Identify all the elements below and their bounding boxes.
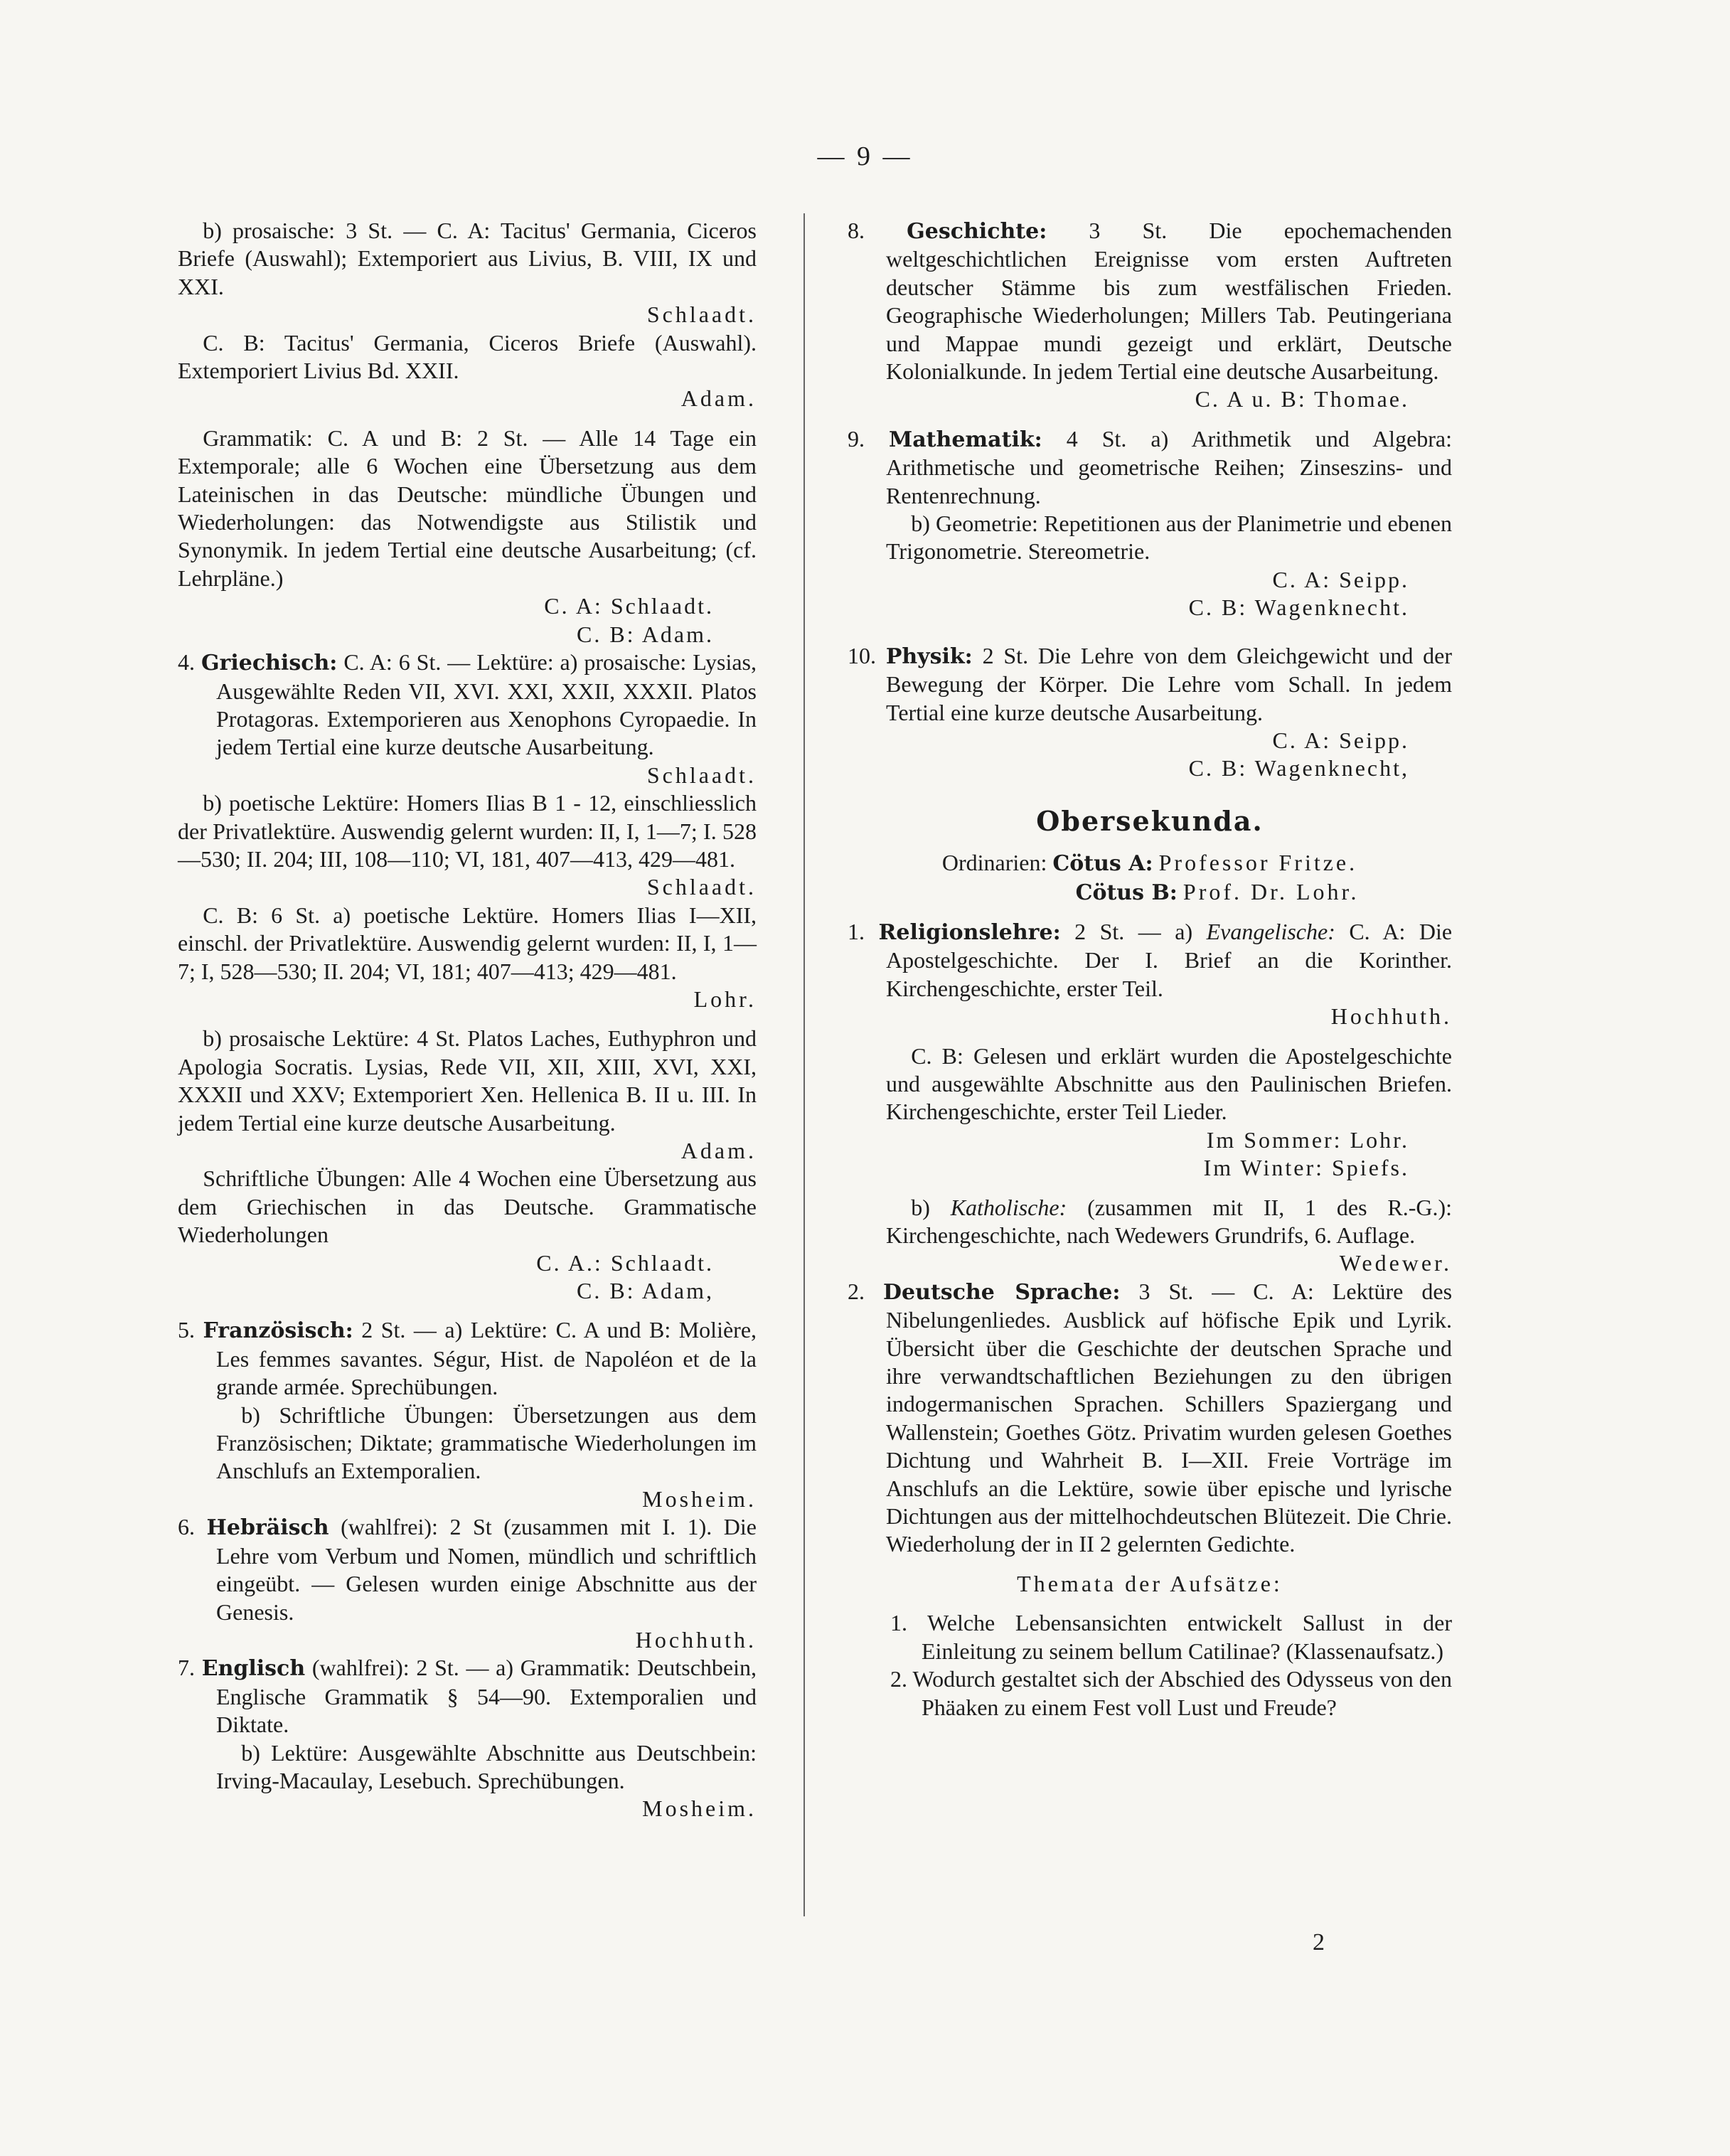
section-text: C. A: Die Apostelgeschichte. Der I. Brief an die Korinther. Kirchengeschichte, erster Teil. (886, 918, 1453, 1001)
religion-cb-paragraph: C. B: Gelesen und erklärt wurden die Apostelgeschichte und ausgewählte Abschnitte aus den Paulinischen Briefen. Kirchengeschichte, erster Teil Lieder. (886, 1042, 1452, 1125)
teacher-signature: Wedewer. (1339, 1250, 1452, 1276)
coetus-b-name: Prof. Dr. Lohr. (1182, 878, 1360, 904)
section-greek (178, 649, 757, 762)
section-text: (wahlfrei): 2 St. — a) Grammatik: Deutschbein, Englische Grammatik § 54—90. Extemporalien und Diktate. (216, 1655, 757, 1738)
spacer (848, 414, 1452, 425)
coetus-a-name: Professor Fritze. (1158, 850, 1358, 876)
essay-topics-heading: Themata der Aufsätze: (1017, 1570, 1283, 1596)
section-heading: Hebräisch (206, 1515, 329, 1541)
teacher-signature: C. A: Seipp. (1272, 727, 1409, 753)
section-heading: Mathematik: (889, 427, 1042, 452)
right-column (848, 217, 1452, 1722)
section-physics (848, 642, 1452, 727)
section-title: Obersekunda. (1036, 804, 1264, 837)
left-column (178, 217, 757, 1823)
section-number: 2. (848, 1278, 865, 1304)
column-divider (803, 213, 805, 1916)
page-number: — 9 — (817, 142, 913, 171)
coetus-a-label: Cötus A: (1052, 851, 1153, 877)
section-heading: Deutsche Sprache: (883, 1279, 1121, 1305)
spacer (178, 413, 757, 425)
section-text: 4 St. a) Arithmetik und Algebra: Arithmetische und geometrische Reihen; Zinseszins- und Rentenrechnung. (886, 425, 1453, 508)
greek-exercises-paragraph: Schriftliche Übungen: Alle 4 Wochen eine Übersetzung aus dem Griechischen in das Deutsche. Grammatische Wiederholungen (178, 1165, 757, 1248)
spacer (178, 1013, 757, 1025)
section-text: 2 St. — a) (1074, 918, 1193, 944)
teacher-signature: Im Winter: Spiefs. (1203, 1155, 1409, 1181)
teacher-signature: Hochhuth. (635, 1626, 757, 1653)
section-text: (wahlfrei): 2 St (zusammen mit I. 1). Die Lehre vom Verbum und Nomen, mündlich und schriftlich eingeübt. — Gelesen wurden einige Abschnitte aus der Genesis. (216, 1514, 757, 1625)
latin-grammar-paragraph: Grammatik: C. A und B: 2 St. — Alle 14 Tage ein Extemporale; alle 6 Wochen eine Übersetzung aus dem Lateinischen in das Deutsche: mündliche Übungen und Wiederholungen: das Notwendigste aus Stilistik und Synonymik. In jedem Tertial eine deutsche Ausarbeitung; (cf. Lehrpläne.) (178, 425, 757, 591)
paragraph-text: b) (911, 1194, 930, 1220)
teacher-signature: C. A: Seipp. (1272, 566, 1409, 592)
teacher-signature: Schlaadt. (646, 301, 757, 328)
section-number: 9. (848, 425, 865, 452)
spacer (848, 1598, 1452, 1609)
greek-cb-paragraph: C. B: 6 St. a) poetische Lektüre. Homers Ilias I—XII, einschl. der Privatlektüre. Auswendig gelernt wurden: II, I, 1—7; I, 528—530; II. 204; VI, 181; 407—413; 429—481. (178, 902, 757, 984)
teacher-signature: C. B: Wagenknecht, (1188, 755, 1409, 781)
section-heading: Griechisch: (201, 651, 338, 676)
section-mathematics (848, 425, 1452, 510)
section-heading: Physik: (885, 644, 973, 669)
ordinarien-line (848, 849, 1452, 877)
section-text: 2 St. — a) Lektüre: C. A und B: Molière, Les femmes savantes. Ségur, Hist. de Napoléon et de la grande armée. Sprechübungen. (216, 1317, 757, 1400)
spacer (848, 1031, 1452, 1042)
section-heading: Französisch: (203, 1318, 353, 1344)
section-hebrew (178, 1513, 757, 1626)
section-text: C. A: 6 St. — Lektüre: a) prosaische: Lysias, Ausgewählte Reden VII, XVI. XXI, XXII, XXXII. Platos Protagoras. Extemporieren aus Xenophons Cyropaedie. In jedem Tertial eine kurze deutsche Ausarbeitung. (216, 649, 757, 760)
teacher-signature: C. A.: Schlaadt. (536, 1249, 714, 1276)
teacher-signature: Adam. (680, 385, 757, 412)
section-religion (848, 918, 1452, 1003)
teacher-signature: Adam. (680, 1138, 757, 1163)
religion-catholic-paragraph (848, 1194, 1452, 1250)
section-number: 5. (178, 1317, 195, 1343)
ordinarien-label: Ordinarien: (941, 850, 1047, 876)
teacher-signature: Lohr. (693, 986, 757, 1012)
section-heading: Englisch (201, 1656, 306, 1682)
essay-topic-item: 2. Wodurch gestaltet sich der Abschied des Odysseus von den Phäaken zu einem Fest voll Lust und Freude? (890, 1666, 1452, 1720)
section-number: 4. (178, 649, 195, 676)
spacer (848, 907, 1452, 918)
section-text: 3 St. Die epochemachenden weltgeschichtlichen Ereignisse vom ersten Auftreten deutscher Stämme bis zum westfälischen Frieden. Geographische Wiederholungen; Millers Tab. Peutingeriana und Mappae mundi gezeigt und erklärt, Deutsche Kolonialkunde. In jedem Tertial eine deutsche Ausarbeitung. (886, 218, 1452, 385)
greek-prose-paragraph: b) prosaische Lektüre: 4 St. Platos Laches, Euthyphron und Apologia Socratis. Lysias, Rede VII, XII, XIII, XVI, XXI, XXXII und XXV; Extemporiert Xen. Hellenica B. II u. III. In jedem Tertial eine kurze deutsche Ausarbeitung. (178, 1025, 757, 1136)
teacher-signature: Schlaadt. (646, 762, 757, 788)
teacher-signature: Schlaadt. (646, 874, 757, 900)
teacher-signature: C. B: Adam. (576, 621, 714, 647)
teacher-signature: Mosheim. (642, 1795, 757, 1822)
teacher-signature: C. A: Schlaadt. (544, 593, 714, 619)
section-heading: Religionslehre: (878, 919, 1061, 945)
teacher-signature: Hochhuth. (1330, 1003, 1452, 1030)
spacer (178, 1305, 757, 1316)
french-exercises-paragraph: b) Schriftliche Übungen: Übersetzungen aus dem Französischen; Diktate; grammatische Wiederholungen im Anschlufs an Extemporalien. (216, 1402, 757, 1484)
section-text: 2 St. Die Lehre von dem Gleichgewicht und der Bewegung der Körper. Die Lehre vom Schall. In jedem Tertial eine kurze deutsche Ausarbeitung. (886, 642, 1453, 725)
section-history (848, 217, 1452, 385)
section-german (848, 1278, 1452, 1559)
section-text: 3 St. — C. A: Lektüre des Nibelungenliedes. Ausblick auf höfische Epik und Lyrik. Übersicht über die Geschichte der deutschen Sprache und ihre verwandtschaftlichen Beziehungen zu den übrigen indogermanischen Sprachen. Schillers Spaziergang und Wallenstein; Goethes Götz. Privatim wurden gelesen Goethes Dichtung und Wahrheit B. I—XII. Freie Vorträge im Anschlufs an die Lektüre, sowie über epische und lyrische Dichtungen aus der mittelhochdeutschen Blütezeit. Die Chrie. Wiederholung der in II 2 gelernten Gedichte. (886, 1278, 1453, 1557)
sheet-number: 2 (1313, 1929, 1325, 1955)
teacher-signature: Im Sommer: Lohr. (1206, 1126, 1409, 1153)
section-number: 6. (178, 1514, 195, 1540)
section-french (178, 1316, 757, 1401)
spacer (848, 783, 1452, 803)
greek-poetry-paragraph: b) poetische Lektüre: Homers Ilias B 1 - 12, einschliesslich der Privatlektüre. Auswendig gelernt wurden: II, I, 1—7; I. 528—530; II. 204; III, 108—110; VI, 181, 407—413, 429—481. (178, 790, 757, 872)
section-number: 1. (848, 918, 865, 944)
section-heading: Geschichte: (907, 219, 1047, 244)
section-subheading: Katholische: (950, 1194, 1067, 1220)
latin-prose-cb-paragraph: C. B: Tacitus' Germania, Ciceros Briefe (Auswahl). Extemporiert Livius Bd. XXII. (178, 329, 757, 384)
coetus-b-label: Cötus B: (1075, 880, 1178, 905)
spacer (848, 1183, 1452, 1194)
section-number: 7. (178, 1655, 195, 1681)
teacher-signature: C. B: Adam, (576, 1278, 714, 1304)
ordinarien-line-b (848, 878, 1452, 907)
section-number: 8. (848, 218, 865, 243)
latin-prose-paragraph: b) prosaische: 3 St. — C. A: Tacitus' Germania, Ciceros Briefe (Auswahl); Extemporiert aus Livius, B. VIII, IX und XXI. (178, 218, 757, 299)
spacer (848, 622, 1452, 642)
section-number: 10. (848, 642, 876, 668)
spacer (848, 1559, 1452, 1570)
teacher-signature: Mosheim. (642, 1485, 757, 1512)
section-english (178, 1654, 757, 1739)
english-reading-paragraph: b) Lektüre: Ausgewählte Abschnitte aus Deutschbein: Irving-Macaulay, Lesebuch. Sprechübungen. (216, 1739, 757, 1793)
teacher-signature: C. A u. B: Thomae. (1195, 386, 1409, 412)
geometry-paragraph: b) Geometrie: Repetitionen aus der Planimetrie und ebenen Trigonometrie. Stereometrie. (886, 511, 1452, 565)
paragraph-text: (zusammen mit II, 1 des R.-G.): Kirchengeschichte, nach Wedewers Grundrifs, 6. Auflage. (886, 1194, 1453, 1248)
essay-topic-item: 1. Welche Lebensansichten entwickelt Sallust in der Einleitung zu seinem bellum Catilinae? (Klassenaufsatz.) (890, 1610, 1452, 1664)
section-subheading: Evangelische: (1206, 918, 1335, 944)
teacher-signature: C. B: Wagenknecht. (1188, 594, 1409, 621)
